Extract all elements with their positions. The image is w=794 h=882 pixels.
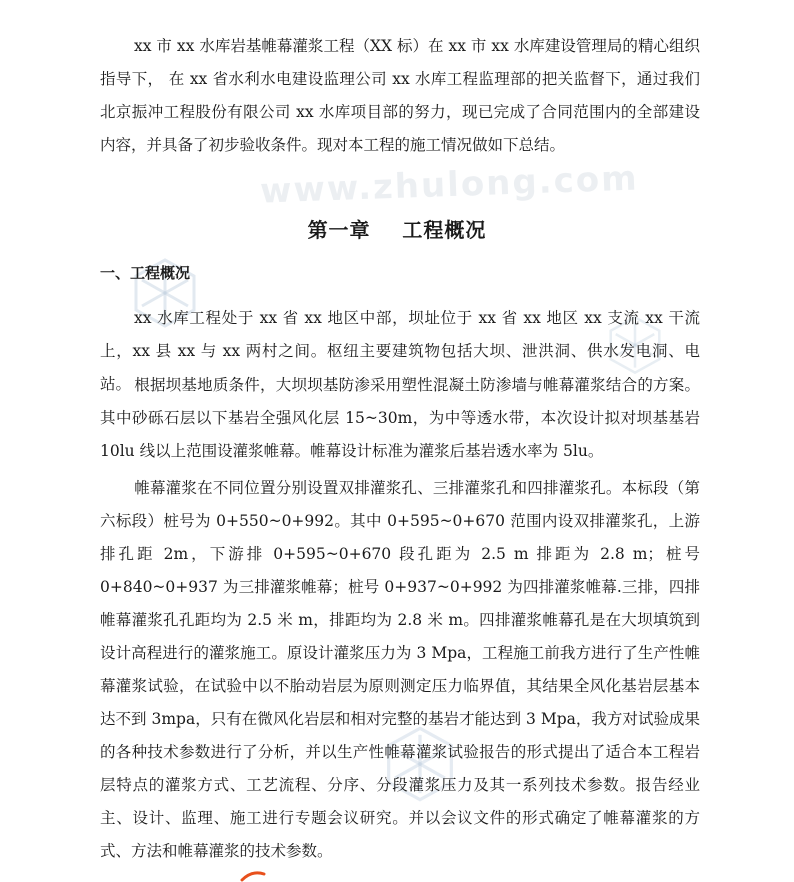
section-title: 一、工程概况	[100, 264, 191, 282]
watermark-text: www.zhulong.com	[259, 158, 640, 212]
paragraph-text: 帷幕灌浆在不同位置分别设置双排灌浆孔、三排灌浆孔和四排灌浆孔。本标段（第六标段）桩号为 0+550~0+992。其中 0+595~0+670 范围内设双排灌浆孔，上游排孔距 2m，下游排 0+595~0+670 段孔距为 2.5 m 排距为 2.8 m；桩号 0+840~0+937 为三排灌浆帷幕；桩号 0+937~0+992 为四排灌浆帷幕.三排，四排帷幕灌浆孔孔距均为 2.5 米 m，排距均为 2.8 米 m。四排灌浆帷幕孔是在大坝填筑到设计高程进行的灌浆施工。原设计灌浆压力为 3 Mpa，工程施工前我方进行了生产性帷幕灌浆试验，在试验中以不胎动岩层为原则测定压力临界值，其结果全风化基岩层基本达不到 3mpa，只有在微风化岩层和相对完整的基岩才能达到 3 Mpa，我方对试验成果的各种技术参数进行了分析，并以生产性帷幕灌浆试验报告的形式提出了适合本工程岩层特点的灌浆方式、工艺流程、分序、分段灌浆压力及其一系列技术参数。报告经业主、设计、监理、施工进行专题会议研究。并以会议文件的形式确定了帷幕灌浆的方式、方法和帷幕灌浆的技术参数。	[100, 479, 700, 860]
intro-paragraph	[100, 30, 700, 162]
intro-text: xx 市 xx 水库岩基帷幕灌浆工程（XX 标）在 xx 市 xx 水库建设管理局的精心组织指导下， 在 xx 省水利水电建设监理公司 xx 水库工程监理部的把关监督下，通过我们北京振冲工程股份有限公司 xx 水库项目部的努力，现已完成了合同范围内的全部建设内容，并具备了初步验收条件。现对本工程的施工情况做如下总结。	[100, 37, 700, 154]
body-paragraph-2	[100, 369, 700, 468]
paragraph-text: 根据坝基地质条件，大坝坝基防渗采用塑性混凝土防渗墙与帷幕灌浆结合的方案。其中砂砾石层以下基岩全强风化层 15~30m，为中等透水带，本次设计拟对坝基基岩 10lu 线以上范围设灌浆帷幕。帷幕设计标准为灌浆后基岩透水率为 5lu。	[100, 376, 700, 460]
paragraph-text: xx 水库工程处于 xx 省 xx 地区中部，坝址位于 xx 省 xx 地区 xx 支流 xx 干流上，xx 县 xx 与 xx 两村之间。枢纽主要建筑物包括大坝、泄洪洞、供水发电洞、电站。	[100, 309, 700, 393]
body-paragraph-3	[100, 472, 700, 868]
chapter-title: 第一章 工程概况	[307, 218, 487, 242]
